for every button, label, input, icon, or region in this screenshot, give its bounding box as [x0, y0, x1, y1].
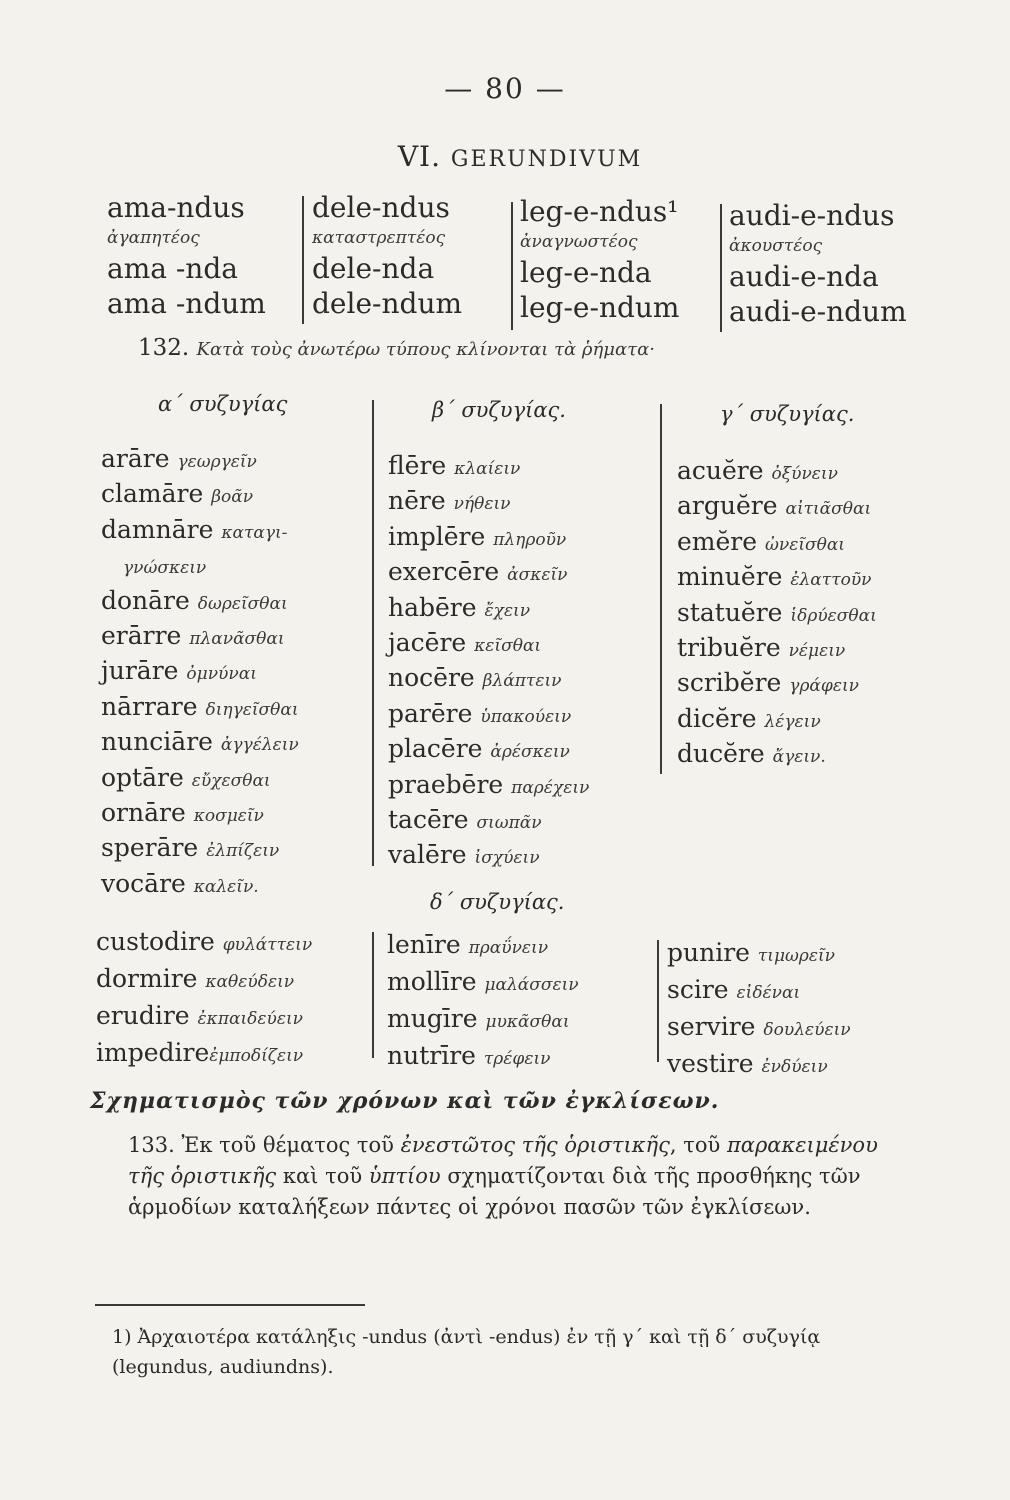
gerundive-col-2 — [312, 190, 462, 321]
verb-entry: nunciāre ἀγγέλειν — [101, 727, 299, 757]
paragraph-text: Κατὰ τοὺς ἀνωτέρω τύπους κλίνονται τὰ ῥήματα· — [196, 339, 655, 360]
gerundive-greek: ἀναγνωστέος — [520, 232, 638, 252]
verb-entry: jurāre ὀμνύναι — [101, 656, 257, 686]
gerundive-form: dele-ndum — [312, 287, 463, 320]
verb-entry: implēre πληροῦν — [388, 521, 567, 551]
verb-entry-continued: γνώσκειν — [123, 558, 207, 579]
verb-entry: sperāre ἐλπίζειν — [101, 833, 280, 863]
page-number: — 80 — — [444, 72, 566, 105]
verb-entry: ducĕre ἄγειν. — [677, 739, 826, 769]
verb-entry: ornāre κοσμεῖν — [101, 798, 264, 828]
verb-entry: erārre πλανᾶσθαι — [101, 621, 285, 651]
gerundive-col-3 — [520, 194, 679, 325]
verb-entry: tacēre σιωπᾶν — [388, 805, 542, 835]
verb-entry: vocāre καλεῖν. — [101, 868, 259, 898]
paragraph-number: 133. — [128, 1133, 175, 1157]
verb-entry: erudire ἐκπαιδεύειν — [96, 1001, 303, 1030]
conj-d-list-2 — [387, 928, 579, 1076]
verb-entry: custodire φυλάττειν — [96, 927, 313, 956]
verb-entry: impedireἐμποδίζειν — [96, 1038, 304, 1067]
footnote: 1) Ἀρχαιοτέρα κατάληξις -undus (ἀντὶ -endus) ἐν τῇ γ΄ καὶ τῇ δ΄ συζυγίᾳ (legundus, audiundns). — [112, 1326, 821, 1378]
column-divider — [372, 400, 374, 866]
conj-c-list — [677, 455, 877, 774]
verb-entry: vestire ἐνδύειν — [667, 1049, 828, 1078]
verb-entry: nēre νήθειν — [388, 486, 511, 516]
verb-entry: arguĕre αἰτιᾶσθαι — [677, 491, 872, 521]
paragraph-number: 132. — [138, 335, 190, 361]
verb-entry: arāre γεωργεῖν — [101, 444, 257, 473]
gerundive-greek: καταστρεπτέος — [312, 228, 446, 248]
verb-entry: nārrare διηγεῖσθαι — [101, 691, 299, 721]
verb-entry: placēre ἀρέσκειν — [388, 734, 570, 764]
column-divider — [657, 940, 659, 1062]
column-divider — [302, 196, 304, 324]
column-divider — [720, 204, 722, 332]
verb-entry: mugīre μυκᾶσθαι — [387, 1004, 570, 1033]
gerundive-form: audi-e-nda — [729, 260, 879, 293]
verb-entry: nutrīre τρέφειν — [387, 1041, 551, 1070]
conj-c-heading: γ΄ συζυγίας. — [720, 402, 855, 426]
paragraph-132 — [138, 335, 655, 361]
verb-entry: flēre κλαίειν — [388, 451, 521, 480]
verb-entry: habēre ἔχειν — [388, 592, 531, 622]
column-divider — [660, 404, 662, 774]
gerundive-form: dele-ndus — [312, 191, 450, 224]
verb-entry: dormire καθεύδειν — [96, 964, 295, 993]
verb-entry: scire εἰδέναι — [667, 975, 801, 1004]
verb-entry: nocēre βλάπτειν — [388, 663, 562, 693]
conj-a-list — [101, 443, 299, 903]
conj-b-list — [388, 450, 589, 875]
section-title — [0, 140, 1010, 173]
gerundive-col-1 — [107, 190, 266, 321]
gerundive-col-4 — [729, 198, 907, 329]
verb-entry: lenīre πραΰνειν — [387, 930, 549, 959]
verb-entry: praebēre παρέχειν — [388, 769, 590, 799]
gerundive-form: ama-ndus — [107, 191, 245, 224]
subheading: Σχηματισμὸς τῶν χρόνων καὶ τῶν ἐγκλίσεων. — [90, 1088, 720, 1114]
verb-entry: clamāre βοᾶν — [101, 479, 254, 509]
verb-entry: valēre ἰσχύειν — [388, 840, 540, 870]
verb-entry: damnāre καταγι- — [101, 514, 288, 544]
gerundive-form: ama -ndum — [107, 287, 266, 320]
verb-entry: emĕre ὠνεῖσθαι — [677, 526, 845, 556]
gerundive-form: dele-nda — [312, 252, 435, 285]
conj-d-heading: δ΄ συζυγίας. — [430, 890, 565, 914]
verb-entry: exercēre ἀσκεῖν — [388, 557, 568, 587]
gerundive-form: ama -nda — [107, 252, 238, 285]
gerundive-form: audi-e-ndum — [729, 295, 907, 328]
verb-entry: mollīre μαλάσσειν — [387, 967, 579, 996]
gerundive-form: leg-e-ndum — [520, 291, 680, 324]
verb-entry: punire τιμωρεῖν — [667, 938, 836, 967]
gerundive-form: audi-e-ndus — [729, 199, 895, 232]
verb-entry: acuĕre ὀξύνειν — [677, 456, 838, 485]
gerundive-greek: ἀκουστέος — [729, 236, 823, 256]
verb-entry: statuĕre ἱδρύεσθαι — [677, 597, 877, 627]
conj-b-heading: β΄ συζυγίας. — [432, 398, 566, 422]
gerundive-greek: ἀγαπητέος — [107, 228, 200, 248]
verb-entry: donāre δωρεῖσθαι — [101, 585, 288, 615]
verb-entry: tribuĕre νέμειν — [677, 633, 846, 663]
conj-a-heading: α΄ συζυγίας — [158, 392, 288, 416]
column-divider — [511, 202, 513, 330]
verb-entry: scribĕre γράφειν — [677, 668, 859, 698]
verb-entry: optāre εὔχεσθαι — [101, 762, 271, 792]
conj-d-list-1 — [96, 925, 312, 1073]
footnote-rule — [95, 1304, 365, 1306]
verb-entry: servire δουλεύειν — [667, 1012, 851, 1041]
verb-entry: dicĕre λέγειν — [677, 703, 821, 733]
section-numeral: VI. — [397, 140, 441, 173]
verb-entry: parēre ὑπακούειν — [388, 698, 572, 728]
conj-d-list-3 — [667, 936, 851, 1084]
gerundive-form: leg-e-nda — [520, 256, 652, 289]
verb-entry: minuĕre ἐλαττοῦν — [677, 562, 872, 592]
paragraph-133: 133. Ἐκ τοῦ θέματος τοῦ ἐνεστῶτος τῆς ὁριστικῆς, τοῦ παρακειμένου τῆς ὁριστικῆς καὶ τοῦ ὑπτίου σχηματίζονται διὰ τῆς προσθήκης τῶν ἁρμοδίων καταλήξεων πάντες οἱ χρόνοι πασῶν τῶν ἐγκλίσεων. — [128, 1133, 878, 1219]
column-divider — [372, 932, 374, 1058]
gerundive-form: leg-e-ndus¹ — [520, 195, 679, 228]
section-name: GERUNDIVUM — [450, 147, 643, 172]
verb-entry: jacēre κεῖσθαι — [388, 628, 542, 658]
